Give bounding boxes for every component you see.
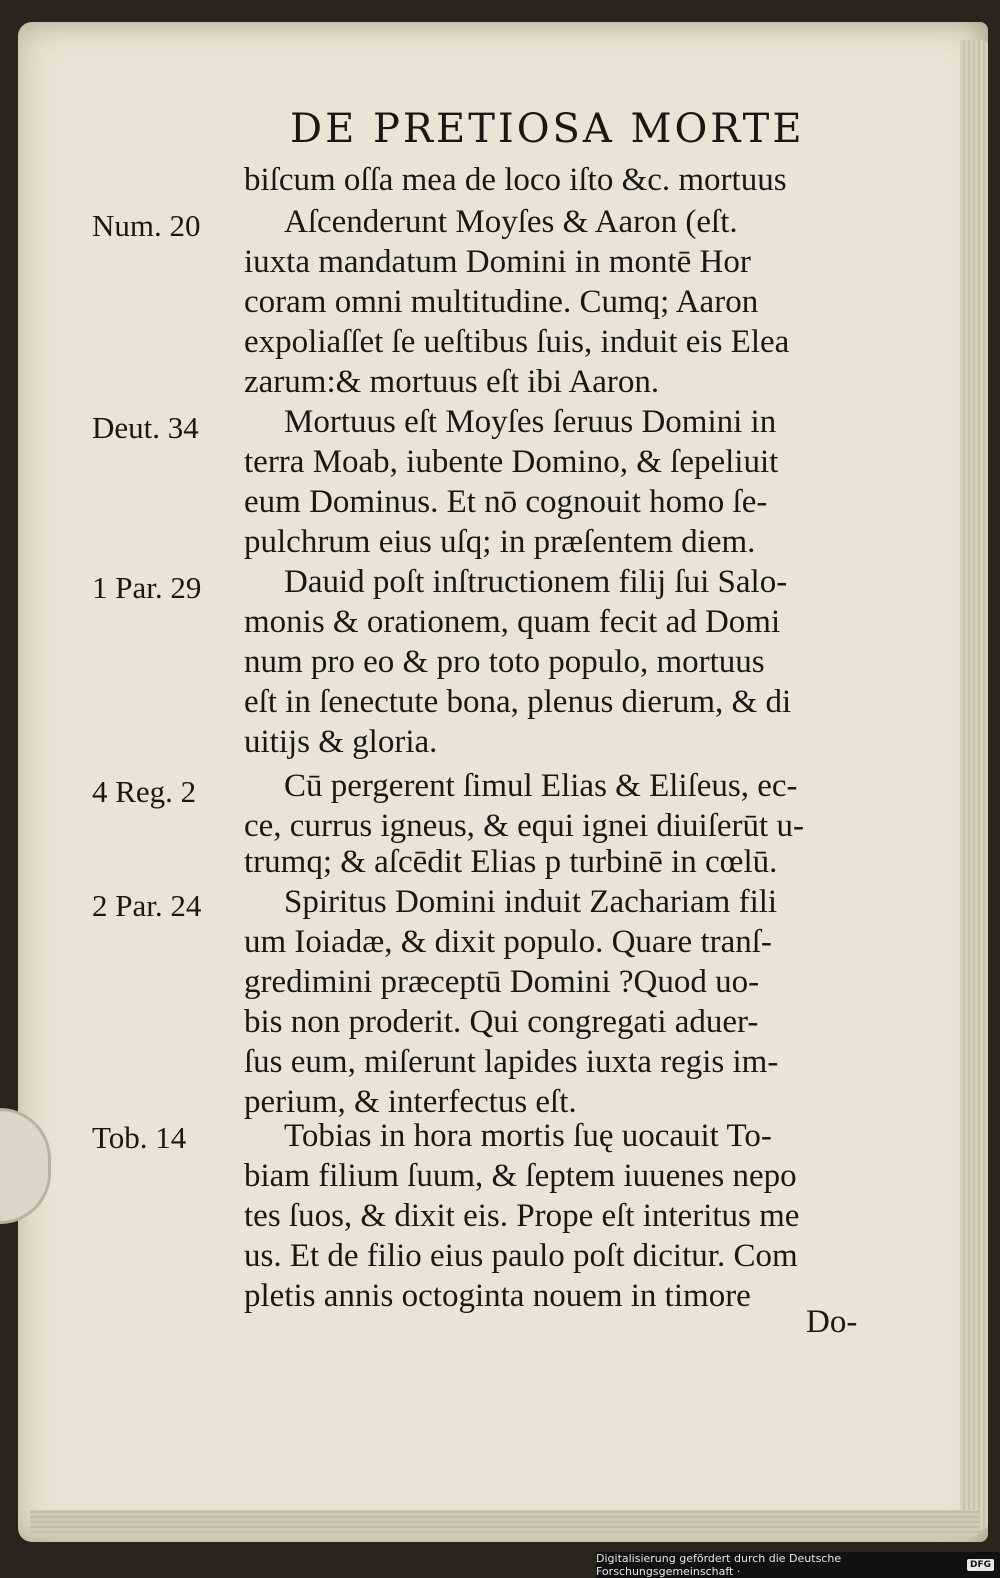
text-line: us. Et de filio eius paulo poſt dicitur. Com [244, 1238, 798, 1274]
text-line: eum Dominus. Et nō cognouit homo ſe- [244, 484, 768, 520]
text-line: Dauid poſt inſtructionem filij ſui Salo- [284, 564, 788, 600]
text-line: ce, currus igneus, & equi ignei diuiſerūt u- [244, 808, 804, 844]
page-edge [960, 40, 988, 1530]
margin-ref-deut: Deut. 34 [92, 410, 199, 445]
text-line: uitijs & gloria. [244, 724, 438, 760]
margin-ref-4reg: 4 Reg. 2 [92, 774, 197, 809]
text-line: bis non proderit. Qui congregati aduer- [244, 1004, 759, 1040]
text-line: biſcum oſſa mea de loco iſto &c. mortuus [244, 162, 787, 198]
text-line: coram omni multitudine. Cumq; Aaron [244, 284, 759, 320]
text-line: Cū pergerent ſimul Elias & Eliſeus, ec- [284, 768, 798, 804]
text-line: iuxta mandatum Domini in montē Hor [244, 244, 751, 280]
digitization-credit-bar [596, 1552, 1000, 1578]
text-line: zarum:& mortuus eſt ibi Aaron. [244, 364, 660, 400]
margin-ref-1par: 1 Par. 29 [92, 570, 202, 605]
text-line: trumq; & aſcēdit Elias p turbinē in cœlū. [244, 844, 778, 880]
text-line: expoliaſſet ſe ueſtibus ſuis, induit eis Elea [244, 324, 790, 360]
margin-ref-num: Num. 20 [92, 208, 201, 243]
text-line: um Ioiadæ, & dixit populo. Quare tranſ- [244, 924, 772, 960]
page-bottom-edge [30, 1510, 980, 1536]
text-line: Mortuus eſt Moyſes ſeruus Domini in [284, 404, 777, 440]
text-line: tes ſuos, & dixit eis. Prope eſt interitus me [244, 1198, 800, 1234]
margin-ref-tob: Tob. 14 [92, 1120, 187, 1155]
text-line: eſt in ſenectute bona, plenus dierum, & di [244, 684, 792, 720]
dfg-logo: DFG [967, 1559, 994, 1571]
credit-text: Digitalisierung gefördert durch die Deutsche Forschungsgemeinschaft · [596, 1552, 842, 1578]
text-line: pulchrum eius uſq; in præſentem diem. [244, 524, 756, 560]
catchword: Do- [806, 1304, 858, 1340]
text-line: biam filium ſuum, & ſeptem iuuenes nepo [244, 1158, 797, 1194]
text-line: perium, & interfectus eſt. [244, 1084, 577, 1120]
running-header: DE PRETIOSA MORTE [290, 106, 805, 152]
text-line: ſus eum, miſerunt lapides iuxta regis im- [244, 1044, 779, 1080]
text-line: pletis annis octoginta nouem in timore [244, 1278, 751, 1314]
text-line: gredimini præceptū Domini ?Quod uo- [244, 964, 760, 1000]
text-line: monis & orationem, quam fecit ad Domi [244, 604, 781, 640]
text-line: Aſcenderunt Moyſes & Aaron (eſt. [284, 204, 738, 240]
text-line: Tobias in hora mortis ſuę uocauit To- [284, 1118, 772, 1154]
text-line: num pro eo & pro toto populo, mortuus [244, 644, 765, 680]
margin-ref-2par: 2 Par. 24 [92, 888, 202, 923]
text-line: terra Moab, iubente Domino, & ſepeliuit [244, 444, 779, 480]
text-line: Spiritus Domini induit Zachariam fili [284, 884, 778, 920]
